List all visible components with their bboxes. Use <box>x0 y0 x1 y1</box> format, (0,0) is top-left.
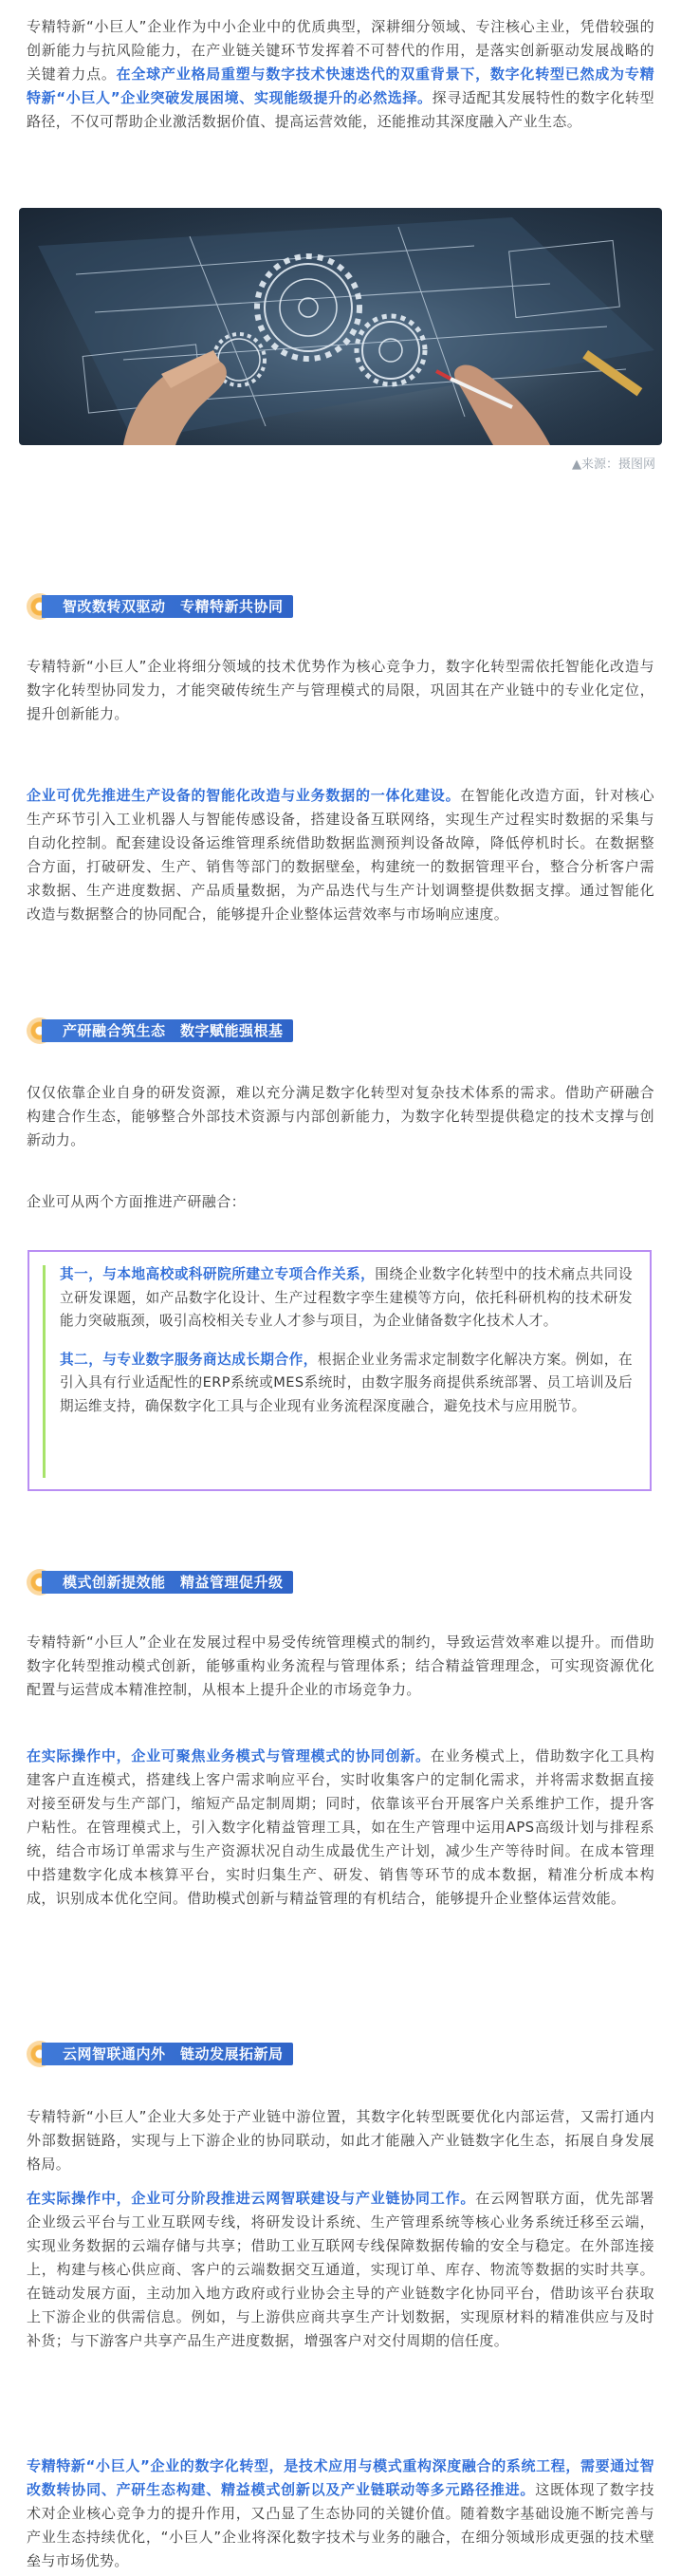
section-1-paragraph-2 <box>27 784 654 926</box>
section-2-paragraph-2: 企业可从两个方面推进产研融合： <box>27 1193 247 1210</box>
section-1-tail: 在智能化改造方面，针对核心生产环节引入工业机器人与智能传感设备，搭建设备互联网络，实现生产过程实时数据的采集与自动化控制。配套建设设备运维管理系统借助数据监测预判设备故障，降低停机时长。在数据整合方面，打破研发、生产、销售等部门的数据壁垒，构建统一的数据管理平台，整合分析客户需求数据、生产进度数据、产品质量数据，为产品迭代与生产计划调整提供数据支撑。通过智能化改造与数据整合的协同配合，能够提升企业整体运营效率与市场响应速度。 <box>27 787 655 923</box>
quote-item-2-tail: 根据企业业务需求定制数字化解决方案。例如，在引入具有行业适配性的ERP系统或MES系统时，由数字服务商提供系统部署、员工培训及后期运维支持，确保数字化工具与企业现有业务流程深度融合，避免技术与应用脱节。 <box>60 1351 633 1414</box>
quote-item-1-emphasis: 其一，与本地高校或科研院所建立专项合作关系， <box>60 1266 376 1282</box>
section-4-paragraph-1: 专精特新“小巨人”企业大多处于产业链中游位置，其数字化转型既要优化内部运营，又需打通内外部数据链路，实现与上下游企业的协同联动，如此才能融入产业链数字化生态，拓展自身发展格局。 <box>27 2108 654 2173</box>
section-1-body <box>27 655 654 726</box>
section-3-emphasis: 在实际操作中，企业可聚焦业务模式与管理模式的协同创新。 <box>27 1747 431 1764</box>
section-1-body-2 <box>27 784 654 926</box>
quote-item-2 <box>60 1349 633 1419</box>
quote-box <box>28 1250 652 1491</box>
section-3-tail: 在业务模式上，借助数字化工具构建客户直连模式，搭建线上客户需求响应平台，实时收集客户的定制化需求，并将需求数据直接对接至研发与生产部门，缩短产品定制周期；同时，依靠该平台开展客户关系维护工作，提升客户粘性。在管理模式上，引入数字化精益管理工具，如在生产管理中运用APS高级计划与排程系统，结合市场订单需求与生产资源状况自动生成最优生产计划，减少生产等待时间。在成本管理中搭建数字化成本核算平台，实时归集生产、研发、销售等环节的成本数据，精准分析成本构成，识别成本优化空间。借助模式创新与精益管理的有机结合，能够提升企业整体运营效能。 <box>27 1747 654 1907</box>
section-2-body-2 <box>27 1190 654 1214</box>
section-4-conclusion-emphasis: 专精特新“小巨人”企业的数字化转型，是技术应用与模式重构深度融合的系统工程，需要通过智改数转协同、产研生态构建、精益模式创新以及产业链联动等多元路径推进。 <box>27 2457 654 2498</box>
intro-paragraph <box>27 15 654 134</box>
section-4-paragraph-2 <box>27 2187 654 2353</box>
section-title-1: 智改数转双驱动 专精特新共协同 <box>42 595 293 618</box>
section-3-body <box>27 1631 654 1702</box>
quote-item-1 <box>60 1263 633 1334</box>
quote-item-1-tail: 围绕企业数字化转型中的技术痛点共同设立研发课题，如产品数字化设计、生产过程数字孪生建模等方向，依托科研机构的技术研发能力突破瓶颈，吸引高校相关专业人才参与项目，为企业储备数字化技术人才。 <box>60 1266 634 1329</box>
quote-box-content <box>60 1263 633 1418</box>
section-title-3: 模式创新提效能 精益管理促升级 <box>42 1571 293 1594</box>
section-4-body-2 <box>27 2187 654 2353</box>
quote-accent-bar <box>43 1265 46 1478</box>
section-3-paragraph-2 <box>27 1745 654 1911</box>
section-2-paragraph-1: 仅仅依靠企业自身的研发资源，难以充分满足数字化转型对复杂技术体系的需求。借助产研融合构建合作生态，能够整合外部技术资源与内部创新能力，为数字化转型提供稳定的技术支撑与创新动力。 <box>27 1084 654 1148</box>
intro-lead: 专精特新“小巨人”企业作为中小企业中的优质典型，深耕细分领域、专注核心主业，凭借较强的创新能力与抗风险能力，在产业链关键环节发挥着不可替代的作用，是落实创新驱动发展战略的关键着力点。 <box>27 18 654 83</box>
intro-block <box>27 15 654 134</box>
section-title-2: 产研融合筑生态 数字赋能强根基 <box>42 1019 293 1042</box>
quote-item-2-emphasis: 其二，与专业数字服务商达成长期合作， <box>60 1351 318 1368</box>
section-4-tail: 在云网智联方面，优先部署企业级云平台与工业互联网专线，将研发设计系统、生产管理系统等核心业务系统迁移至云端，实现业务数据的云端存储与共享；借助工业互联网专线保障数据传输的安全与稳定。在外部连接上，构建与核心供应商、客户的云端数据交互通道，实现订单、库存、物流等数据的实时共享。在链动发展方面，主动加入地方政府或行业协会主导的产业链数字化协同平台，借助该平台获取上下游企业的供需信息。例如，与上游供应商共享生产计划数据，实现原材料的精准供应与及时补货；与下游客户共享产品生产进度数据，增强客户对交付周期的信任度。 <box>27 2190 654 2349</box>
article-image <box>19 208 662 445</box>
section-2-body <box>27 1081 654 1152</box>
section-1-emphasis: 企业可优先推进生产设备的智能化改造与业务数据的一体化建设。 <box>27 787 461 804</box>
section-3-paragraph-1: 专精特新“小巨人”企业在发展过程中易受传统管理模式的制约，导致运营效率难以提升。而借助数字化转型推动模式创新，能够重构业务流程与管理体系；结合精益管理理念，可实现资源优化配置与运营成本精准控制，从根本上提升企业的市场竞争力。 <box>27 1633 654 1698</box>
section-1-paragraph-1: 专精特新“小巨人”企业将细分领域的技术优势作为核心竞争力，数字化转型需依托智能化改造与数字化转型协同发力，才能突破传统生产与管理模式的局限，巩固其在产业链中的专业化定位，提升创新能力。 <box>27 658 654 722</box>
section-4-paragraph-3 <box>27 2455 654 2573</box>
intro-tail: 探寻适配其发展特性的数字化转型路径，不仅可帮助企业激活数据价值、提高运营效能，还能推动其深度融入产业生态。 <box>27 89 654 130</box>
intro-emphasis: 在全球产业格局重塑与数字技术快速迭代的双重背景下，数字化转型已然成为专精特新“小巨人”企业突破发展困境、实现能级提升的必然选择。 <box>27 65 654 106</box>
section-title-4: 云网智联通内外 链动发展拓新局 <box>42 2043 293 2065</box>
image-credit: ▲来源：摄图网 <box>572 457 655 472</box>
section-4-body-3 <box>27 2455 654 2573</box>
blueprint-illustration <box>19 208 662 445</box>
section-3-body-2 <box>27 1745 654 1911</box>
section-4-conclusion-tail: 这既体现了数字技术对企业核心竞争力的提升作用，又凸显了生态协同的关键价值。随着数字基础设施不断完善与产业生态持续优化，“小巨人”企业将深化数字技术与业务的融合，在细分领域形成更强的技术壁垒与市场优势。 <box>27 2481 654 2569</box>
section-4-body <box>27 2105 654 2176</box>
section-4-emphasis: 在实际操作中，企业可分阶段推进云网智联建设与产业链协同工作。 <box>27 2190 476 2207</box>
